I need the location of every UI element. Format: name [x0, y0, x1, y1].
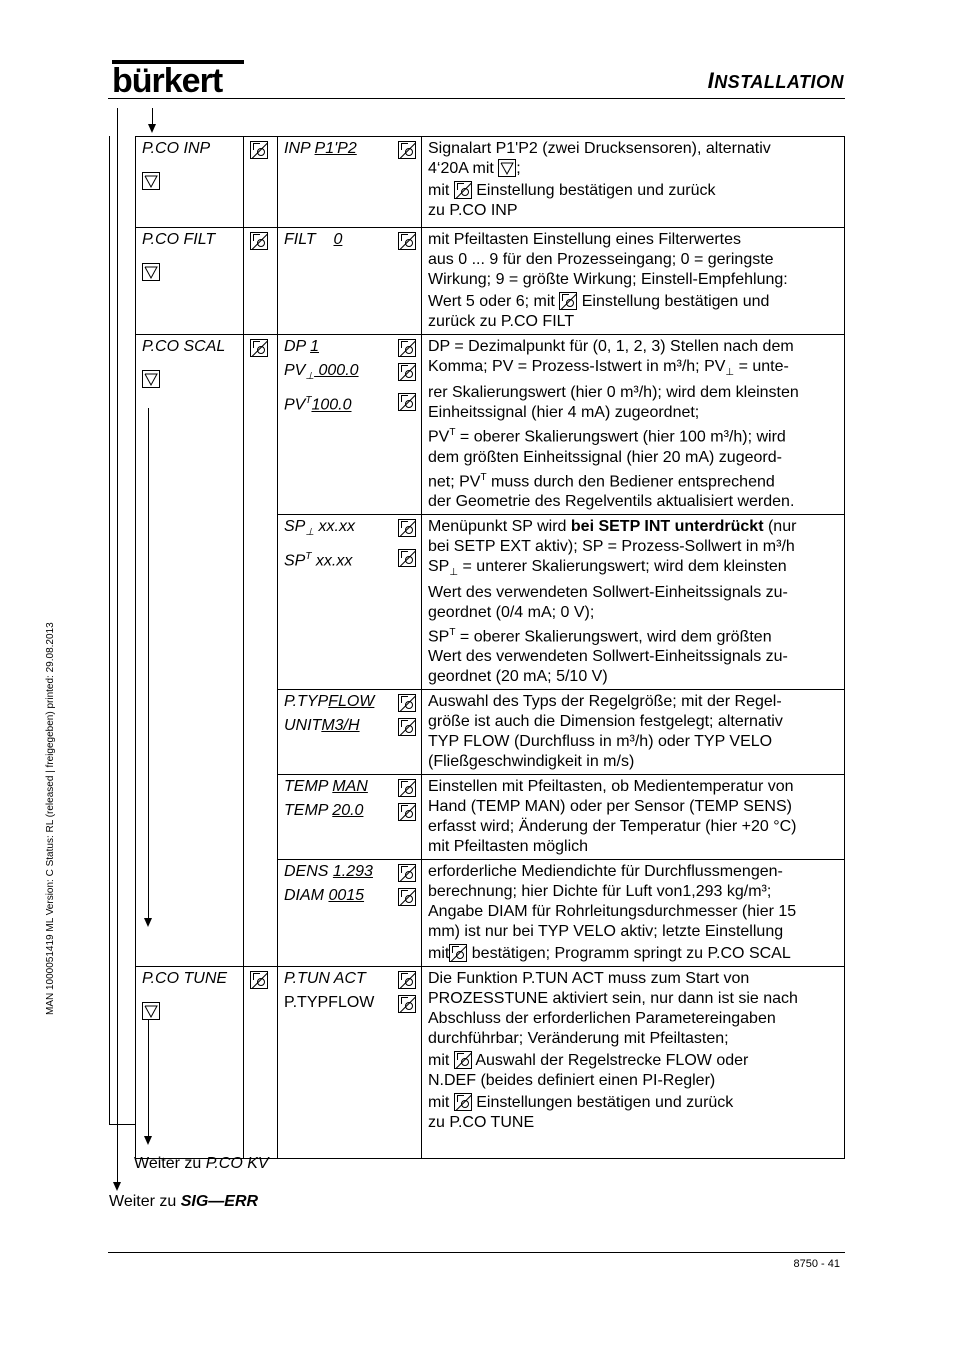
menu-label: P.CO FILT: [142, 231, 216, 248]
enter-key-icon: [454, 1093, 472, 1111]
enter-key-icon: [454, 181, 472, 199]
page-number: 8750 - 41: [793, 1258, 840, 1270]
enter-key-icon: [398, 718, 416, 736]
header-rule: [108, 98, 845, 99]
document-status-text: MAN 1000051419 ML Version: C Status: RL (released | freigegeben) printed: 29.08.2013: [45, 622, 56, 1015]
menu-label: P.CO SCAL: [142, 338, 226, 355]
enter-key-icon: [398, 694, 416, 712]
outer-frame-line: [109, 136, 110, 1124]
enter-key-icon: [398, 363, 416, 381]
param-cell: INP P1'P2: [278, 137, 422, 228]
flow-arrow-top: [148, 124, 156, 133]
table-row: P.CO SCAL DP 1 $PV_\perp$ 000.0 $PV^T100.0$ DP = Dezimalpunkt für (0, 1, 2, 3) Stellen nach dem Komma; PV = Prozess-Istwert in m³/h; $PV_\perp$ = unte- rer Skalierungswert (hier 0 m³/h); wird dem kleinsten Einheitssignal (hier 4 mA) zugeordnet; $PV^T$ = oberer Skalierungswert (hier 100 m³/h); wird dem größten Einheitssignal (hier 20 mA) zugeord- net; $PV^T$ muss durch den Bediener entsprechend der Geometrie des Regelventils aktualisiert werden.: [136, 335, 845, 515]
enter-key-icon: [398, 141, 416, 159]
enter-key-icon: [449, 944, 467, 962]
svg-text:bürkert: bürkert: [112, 62, 223, 96]
arrow-down-key-icon: [142, 1002, 160, 1020]
enter-key-icon: [559, 292, 577, 310]
flow-line-outer: [117, 108, 118, 1156]
next-sig-note: Weiter zu SIG—ERR: [109, 1193, 259, 1210]
table-row: P.CO TUNE P.TUN ACT P.TYPFLOW Die Funktion P.TUN ACT muss zum Start von PROZESSTUNE aktiviert sein, nur dann ist sie nach Abschluss der erforderlichen Parametereingaben durchführbar; Veränderung mit Pfeiltasten; mit Auswahl der Regelstrecke FLOW oder N.DEF (beides definiert einen PI-Regler) mit Einstellungen bestätigen und zurück zu P.CO TUNE: [136, 967, 845, 1159]
enter-key-icon: [398, 803, 416, 821]
table-row: P.CO FILT FILT 0 mit Pfeiltasten Einstellung eines Filterwertes aus 0 ... 9 für den Prozesseingang; 0 = geringste Wirkung; 9 = größte Wirkung; Einstell-Empfehlung: Wert 5 oder 6; mit Einstellung bestätigen und zurück zu P.CO FILT: [136, 228, 845, 335]
table-row: TEMP MAN TEMP 20.0 Einstellen mit Pfeiltasten, ob Medientemperatur von Hand (TEMP MAN) oder per Sensor (TEMP SENS) erfasst wird; Änderung der Temperatur (hier +20 °C) mit Pfeiltasten möglich: [136, 775, 845, 860]
table-row: $SP_\perp$ xx.xx $SP^T$ xx.xx Menüpunkt SP wird bei SETP INT unterdrückt (nur bei SETP EXT aktiv); SP = Prozess-Sollwert in m³/h $SP_\perp$ = unterer Skalierungswert; wird dem kleinsten Wert des verwendeten Sollwert-Einheitssignals zu- geordnet (0/4 mA; 0 V); $SP^T$ = oberer Skalierungswert, wird dem größten Wert des verwendeten Sollwert-Einheitssignals zu- geordnet (20 mA; 5/10 V): [136, 514, 845, 690]
next-kv-note: Weiter zu P.CO KV: [134, 1155, 269, 1172]
table-row: DENS 1.293 DIAM 0015 erforderliche Mediendichte für Durchflussmengen- berechnung; hier Dichte für Luft von1,293 kg/m³; Angabe DIAM für Rohrleitungsdurchmesser (hier 15 mm) ist nur bei TYP VELO aktiv; letzte Einstellung mit bestätigen; Programm springt zu P.CO SCAL: [136, 860, 845, 967]
enter-key-icon: [398, 232, 416, 250]
description-cell: Signalart P1'P2 (zwei Drucksensoren), alternativ 4‘20A mit ; mit Einstellung bestätigen und zurück zu P.CO INP: [422, 137, 845, 228]
menu-label: P.CO INP: [142, 140, 211, 157]
enter-key-icon: [398, 549, 416, 567]
enter-key-icon: [250, 141, 268, 159]
page-title: INSTALLATION: [707, 68, 844, 93]
arrow-down-key-icon: [142, 370, 160, 388]
arrow-down-key-icon: [498, 159, 516, 177]
enter-key-icon: [250, 232, 268, 250]
buerkert-logo: [112, 60, 244, 96]
enter-key-icon: [398, 995, 416, 1013]
menu-table: [135, 136, 845, 1159]
table-row: P.TYPFLOW UNITM3/H Auswahl des Typs der Regelgröße; mit der Regel- größe ist auch die Dimension festgelegt; alternativ TYP FLOW (Durchfluss in m³/h) oder TYP VELO (Fließgeschwindigkeit in m/s): [136, 690, 845, 775]
table-row: [136, 137, 845, 228]
arrow-down-key-icon: [142, 172, 160, 190]
enter-key-icon: [398, 393, 416, 411]
enter-key-icon: [250, 339, 268, 357]
enter-key-icon: [398, 971, 416, 989]
footer-rule: [108, 1252, 845, 1253]
enter-key-icon: [398, 779, 416, 797]
menu-cell: [136, 137, 244, 228]
enter-key-icon: [398, 888, 416, 906]
enter-key-icon: [398, 339, 416, 357]
arrow-down-key-icon: [142, 263, 160, 281]
enter-key-icon: [398, 864, 416, 882]
menu-label: P.CO TUNE: [142, 970, 228, 988]
enter-key-icon: [250, 971, 268, 989]
enter-key-icon: [454, 1051, 472, 1069]
enter-key-icon: [398, 519, 416, 537]
